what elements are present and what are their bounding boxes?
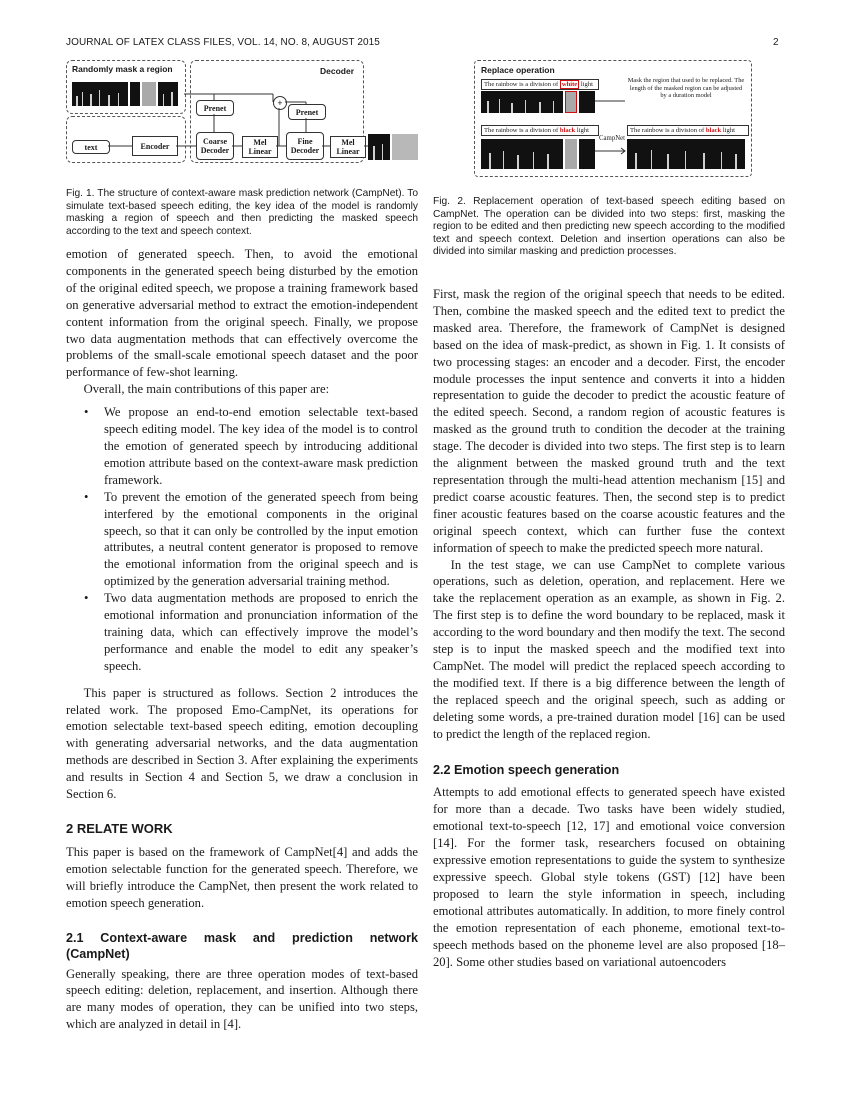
masked-region — [142, 82, 156, 106]
masked-input-spectrogram — [481, 139, 563, 169]
result-spectrogram — [627, 139, 745, 169]
decoder-label: Decoder — [320, 66, 355, 76]
original-spectrogram — [481, 91, 563, 113]
modified-word: black — [559, 127, 576, 134]
figure-1-caption-text: Fig. 1. The structure of context-aware mask prediction network (CampNet). To simulate text-based speech editing, the key idea of the model is randomly masking a region of speech and then predicting the masked speech according to the text and speech context. — [66, 188, 418, 237]
running-header: JOURNAL OF LATEX CLASS FILES, VOL. 14, NO. 8, AUGUST 2015 — [66, 37, 380, 48]
spectrogram-context-right — [158, 82, 178, 106]
contributions-list — [66, 404, 418, 675]
result-text-suffix: light — [721, 127, 735, 134]
randomly-mask-label: Randomly mask a region — [72, 64, 173, 74]
list-item: • Two data augmentation methods are proposed to enrich the emotional information and pronunciation information of the training data, which can effectively improve the model’s performance and enable the model to edit any speaker’s speech. — [104, 590, 418, 675]
section-2-1-heading: 2.1 Context-aware mask and prediction network (CampNet) — [66, 930, 418, 961]
section-2-heading: 2 RELATE WORK — [66, 821, 173, 836]
mel-linear-box-2: Mel Linear — [330, 136, 366, 158]
figure-2-caption — [433, 196, 785, 259]
masked-input-tail — [579, 139, 595, 169]
figure-1 — [66, 60, 422, 175]
modified-text-suffix: light — [575, 127, 589, 134]
section-2-1-paragraph: Generally speaking, there are three operation modes of text-based speech editing: deletion, replacement, and insertion. Although there are many modes of operation, they can be unified into two steps, which are analyzed in detail in [4]. — [66, 966, 418, 1032]
original-text-suffix: light — [579, 81, 593, 88]
figure-2-caption-text: Fig. 2. Replacement operation of text-based speech editing based on CampNet. The operation can be divided into two steps: first, masking the region to be edited and then predicting new speech according to the modified text and speech context. Deletion and insertion operations can also be divided into similar masking and prediction processes. — [433, 196, 785, 258]
prenet-box: Prenet — [196, 100, 234, 116]
section-2-2-heading: 2.2 Emotion speech generation — [433, 763, 620, 778]
figure-1-caption — [66, 188, 418, 238]
coarse-decoder-box: Coarse Decoder — [196, 132, 234, 160]
list-item: • We propose an end-to-end emotion selectable text-based speech editing model. The key idea of the model is to control the emotion of generated speech by introducing additional emotion attribute based on the context-aware mask prediction framework. — [104, 404, 418, 489]
spectrogram-context-left — [130, 82, 140, 106]
right-column — [433, 286, 785, 970]
spectrogram-input — [72, 82, 128, 106]
predicted-region — [392, 134, 418, 160]
output-spectrogram — [368, 134, 390, 160]
mel-linear-box: Mel Linear — [242, 136, 278, 158]
left-column — [66, 246, 418, 1033]
figure-2 — [474, 60, 752, 177]
section-2-paragraph: This paper is based on the framework of CampNet[4] and adds the emotion selectable function for the generated speech. Therefore, we will briefly introduce the CampNet, then present the work related to emotion speech generation. — [66, 844, 418, 910]
result-word: black — [705, 127, 722, 134]
list-item: • To prevent the emotion of the generated speech from being interfered by the emotional components in the original speech, so that it can only be controlled by the input emotion attributes, a neutral content generator is proposed to remove the emotional information from the original speech and is optimized by the generation adversarial training method. — [104, 489, 418, 590]
result-text-prefix: The rainbow is a division of — [630, 127, 706, 134]
mask-note: Mask the region that used to be replaced. The length of the masked region can be adjusted by a duration model — [627, 77, 745, 100]
original-spectrogram-tail — [579, 91, 595, 113]
mask-region-fig2 — [565, 91, 577, 113]
intro-paragraph: emotion of generated speech. Then, to avoid the emotional components in the generated speech being disturbed by the emotion of the original edited speech, we propose a training framework based on generative adversarial method to extract the emotion-independent content information from the original speech. Finally, we propose two data augmentation methods that can effectively overcome the problems of the small-scale emotional speech dataset and the poor performance of few-shot learning. — [66, 247, 418, 380]
original-text-prefix: The rainbow is a division of — [484, 81, 560, 88]
text-input-box: text — [72, 140, 110, 154]
modified-text-box — [481, 125, 599, 136]
campnet-paragraph: First, mask the region of the original speech that needs to be edited. Then, combine the masked speech and the edited text to predict the masked area. Therefore, the framework of CampNet is designed based on the idea of mask-predict, as shown in Fig. 1. It consists of two processing stages: an encoder and a decoder. First, the encoder module processes the input sentence and converts it into a hidden representation to guide the decoder to predict the acoustic feature of the edited speech. Second, a random region of acoustic features is masked as the ground truth to condition the decoder at the training stage. The decoder is divided into two steps. The first step is to learn the alignment between the masked ground truth and the text representation through the multi-head attention mechanism [15] and predict coarse acoustic features. Then, the second step is to predict finer acoustic features based on the coarse acoustic features and the original speech context, which can further fuse the context information of speech to make the predicted speech more natural. — [433, 287, 785, 555]
add-node: + — [273, 96, 287, 110]
original-text-box — [481, 79, 599, 90]
prenet-box-2: Prenet — [288, 104, 326, 120]
encoder-box: Encoder — [132, 136, 178, 156]
masked-gap — [565, 139, 577, 169]
structure-paragraph: This paper is structured as follows. Section 2 introduces the related work. The proposed Emo-CampNet, its operations for emotion selectable text-based speech editing, emotion decoupling with generating adversarial networks, and the data augmentation methods are described in Section 3. After explaining the experiments and results in Section 4 and Section 5, we draw a conclusion in Section 6. — [66, 685, 418, 802]
result-text-box — [627, 125, 749, 136]
replace-operation-label: Replace operation — [481, 65, 555, 75]
modified-text-prefix: The rainbow is a division of — [484, 127, 560, 134]
page-number: 2 — [773, 37, 779, 48]
test-stage-paragraph: In the test stage, we can use CampNet to complete various operations, such as deletion, operation, and replacement. Here we take the replacement operation as an example, as shown in Fig. 2. The first step is to define the word boundary to be replaced, mask it according to the word boundary and then modify the text. The second step is to input the masked speech and the modified text into CampNet. The model will predict the replaced speech according to the modified text. If there is a big difference between the length of the replaced speech and the original speech, such as adding or deleting some words, a pre-trained duration model [16] can be used to predict the length of the replaced region. — [433, 557, 785, 741]
contributions-intro: Overall, the main contributions of this paper are: — [83, 382, 330, 397]
campnet-label: CampNet — [599, 135, 626, 142]
original-word: white — [561, 81, 578, 88]
section-2-2-paragraph: Attempts to add emotional effects to generated speech have existed for more than a decade. Two tasks have been widely studied, emotional text-to-speech [12, 17] and emotional voice conversion [14]. For the former task, researchers focused on obtaining expressive emotion representations to guide the system to synthesize expressive speech. Global style tokens (GST) [12] have been proposed to learn the style information in speech, including emotional attributes automatically. In addition, to more finely control the emotion representation of each phoneme, emotional text-to-speech methods based on the phoneme level are also proposed [18–20]. Some other studies based on variational autoencoders — [433, 785, 785, 969]
fine-decoder-box: Fine Decoder — [286, 132, 324, 160]
